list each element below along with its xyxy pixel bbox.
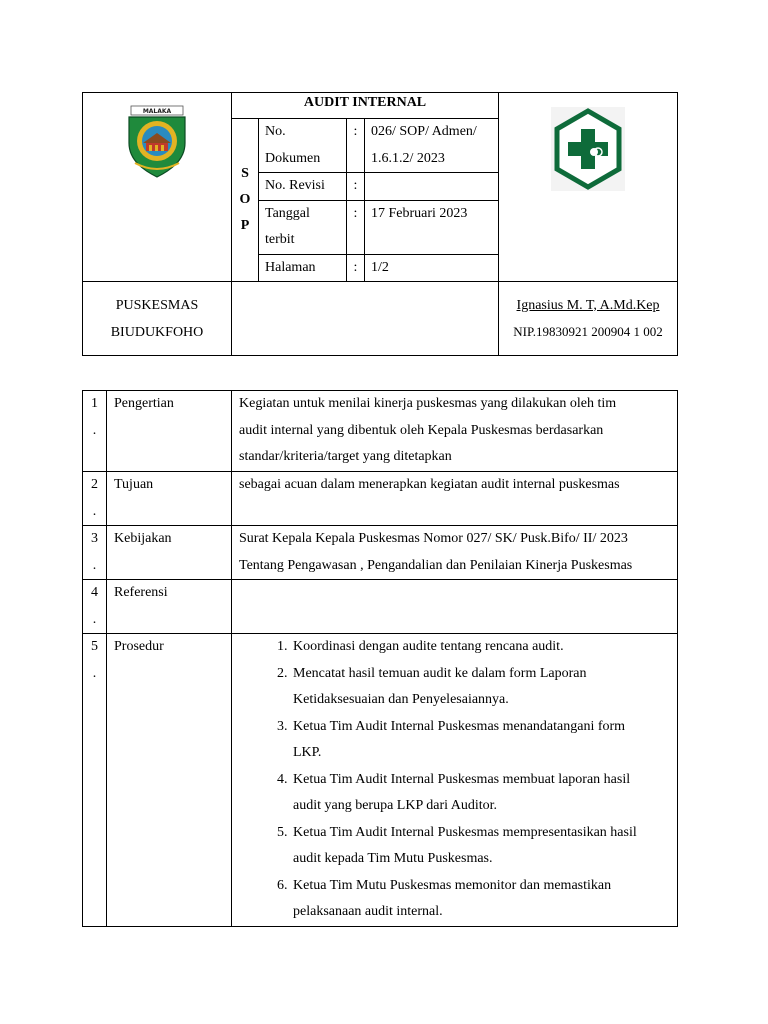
section-text-line: audit internal yang dibentuk oleh Kepala Puskesmas berdasarkan xyxy=(239,422,604,438)
section-text-line: Surat Kepala Kepala Puskesmas Nomor 027/ SK/ Pusk.Bifo/ II/ 2023 xyxy=(239,531,628,546)
procedure-list xyxy=(239,634,671,926)
section-text xyxy=(232,472,678,526)
procedure-step-line: pelaksanaan audit internal. xyxy=(293,904,443,919)
section-label: Kebijakan xyxy=(107,526,232,580)
section-row-tujuan xyxy=(83,472,678,526)
blank-cell xyxy=(232,282,499,356)
section-row-referensi xyxy=(83,580,678,634)
section-text xyxy=(232,526,678,580)
section-number-digit: 1 xyxy=(91,396,98,411)
procedure-step-line: audit yang berupa LKP dari Auditor. xyxy=(293,798,497,813)
procedure-step-line: LKP. xyxy=(293,745,322,760)
section-row-prosedur xyxy=(83,634,678,927)
procedure-step-line: 6. Ketua Tim Mutu Puskesmas memonitor dan memastikan xyxy=(293,877,612,893)
section-number-digit: 5 xyxy=(91,639,98,654)
doc-number-label xyxy=(259,119,347,173)
page-value: 1/2 xyxy=(365,254,499,282)
section-number-dot: . xyxy=(92,557,97,573)
regency-logo-cell xyxy=(83,93,232,282)
page-label: Halaman xyxy=(259,254,347,282)
issue-date-label xyxy=(259,200,347,254)
issue-date-colon: : xyxy=(347,200,365,254)
section-number xyxy=(83,634,107,927)
section-number-digit: 3 xyxy=(91,531,98,546)
procedure-step-line: Ketidaksesuaian dan Penyelesaiannya. xyxy=(293,692,509,707)
procedure-step xyxy=(291,873,671,926)
section-number-dot: . xyxy=(92,611,97,627)
revision-colon: : xyxy=(347,173,365,201)
section-row-kebijakan xyxy=(83,526,678,580)
sop-letter-p: P xyxy=(240,218,250,233)
emblem-label: MALAKA xyxy=(142,108,172,115)
section-number-dot: . xyxy=(92,503,97,519)
section-text-line: standar/kriteria/target yang ditetapkan xyxy=(239,449,452,464)
puskesmas-logo-cell xyxy=(499,93,678,282)
section-text-line: Kegiatan untuk menilai kinerja puskesmas yang dilakukan oleh tim xyxy=(239,396,617,411)
section-number-digit: 2 xyxy=(91,477,98,492)
section-number xyxy=(83,391,107,472)
procedure-steps xyxy=(232,634,678,927)
sop-label xyxy=(232,119,259,282)
procedure-step xyxy=(291,661,671,714)
procedure-step xyxy=(291,714,671,767)
section-number-dot: . xyxy=(92,422,97,438)
section-row-pengertian xyxy=(83,391,678,472)
sop-letter-o: O xyxy=(239,192,251,207)
section-text-line: Tentang Pengawasan , Pengandalian dan Penilaian Kinerja Puskesmas xyxy=(239,557,633,573)
procedure-step-line: 4. Ketua Tim Audit Internal Puskesmas membuat laporan hasil xyxy=(293,771,631,787)
section-number-dot: . xyxy=(92,665,97,681)
sop-letter-s: S xyxy=(241,166,249,181)
regency-emblem-icon xyxy=(125,103,189,179)
revision-value xyxy=(365,173,499,201)
procedure-step-line: 5. Ketua Tim Audit Internal Puskesmas mempresentasikan hasil xyxy=(293,824,637,840)
procedure-step-line: 2. Mencatat hasil temuan audit ke dalam form Laporan xyxy=(293,665,587,681)
section-number xyxy=(83,472,107,526)
issue-date-label-line-1: Tanggal xyxy=(265,205,310,221)
doc-number-value xyxy=(365,119,499,173)
issue-date-value: 17 Februari 2023 xyxy=(365,200,499,254)
section-label: Pengertian xyxy=(107,391,232,472)
doc-number-colon: : xyxy=(347,119,365,173)
procedure-step-line: audit kepada Tim Mutu Puskesmas. xyxy=(293,851,493,866)
doc-number-value-line-1: 026/ SOP/ Admen/ xyxy=(371,124,477,139)
puskesmas-logo-icon xyxy=(551,107,625,191)
procedure-step xyxy=(291,820,671,873)
section-number xyxy=(83,580,107,634)
sop-header-table xyxy=(82,92,678,356)
section-text-line: sebagai acuan dalam menerapkan kegiatan audit internal puskesmas xyxy=(239,477,620,492)
signer-name: Ignasius M. T, A.Md.Kep xyxy=(516,297,660,313)
doc-number-label-line-2: Dokumen xyxy=(265,150,321,166)
section-text xyxy=(232,580,678,634)
section-number-digit: 4 xyxy=(91,585,98,600)
procedure-step-line: 3. Ketua Tim Audit Internal Puskesmas menandatangani form xyxy=(293,718,626,734)
document-title: AUDIT INTERNAL xyxy=(232,93,499,119)
doc-number-value-line-2: 1.6.1.2/ 2023 xyxy=(371,150,445,166)
signer-nip: NIP.19830921 200904 1 002 xyxy=(513,323,663,339)
procedure-step xyxy=(291,767,671,820)
procedure-step xyxy=(291,634,671,661)
page-colon: : xyxy=(347,254,365,282)
section-text xyxy=(232,391,678,472)
procedure-step-line: 1. Koordinasi dengan audite tentang rencana audit. xyxy=(293,639,564,654)
section-label: Tujuan xyxy=(107,472,232,526)
organization-name-line-2: BIUDUKFOHO xyxy=(110,324,204,340)
sop-content-table xyxy=(82,390,678,927)
doc-number-label-line-1: No. xyxy=(265,124,286,139)
issue-date-label-line-2: terbit xyxy=(265,232,295,247)
section-label: Prosedur xyxy=(107,634,232,927)
organization-name-line-1: PUSKESMAS xyxy=(115,297,199,313)
signer-block xyxy=(499,282,678,356)
section-label: Referensi xyxy=(107,580,232,634)
revision-label: No. Revisi xyxy=(259,173,347,201)
organization-name xyxy=(83,282,232,356)
section-number xyxy=(83,526,107,580)
